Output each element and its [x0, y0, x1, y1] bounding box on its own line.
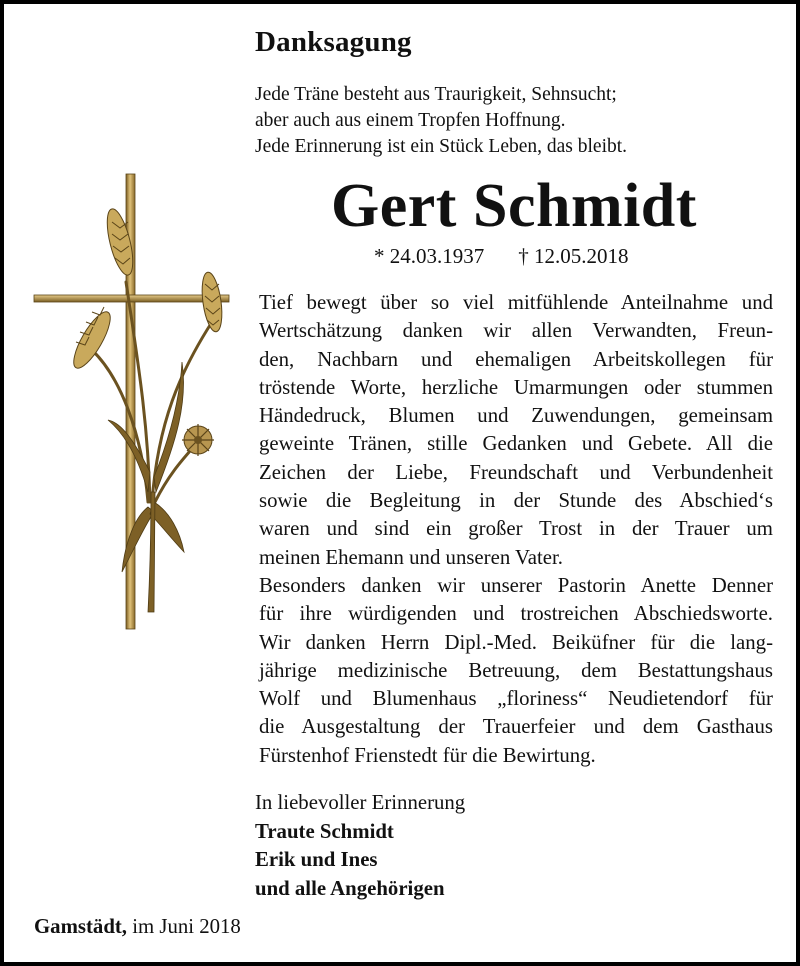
text-line: tröstende Worte, herzliche Umarmungen oder stummen	[259, 375, 773, 399]
text-line: meinen Ehemann und unseren Vater.	[259, 545, 563, 569]
text-line: sowie die Begleitung in der Stunde des Abschied‘s	[259, 489, 773, 513]
poem-line: Jede Träne besteht aus Traurigkeit, Sehnsucht;	[255, 84, 617, 105]
poem-line: aber auch aus einem Tropfen Hoffnung.	[255, 110, 566, 131]
text-line: Fürstenhof Frienstedt für die Bewirtung.	[259, 743, 596, 767]
poem-line: Jede Erinnerung ist ein Stück Leben, das bleibt.	[255, 136, 628, 157]
place-name: Gamstädt,	[34, 915, 128, 938]
deceased-name: Gert Schmidt	[331, 172, 697, 240]
text-line: waren und sind ein großer Trost in der Trauer um	[259, 517, 773, 541]
signatory: und alle Angehörigen	[255, 876, 445, 900]
text-line: Wir danken Herrn Dipl.-Med. Beiküfner für die lang-	[259, 630, 773, 654]
birth-date: * 24.03.1937	[374, 244, 485, 268]
text-line: Tief bewegt über so viel mitfühlende Anteilnahme und	[259, 291, 773, 314]
text-line: Besonders danken wir unserer Pastorin Anette Denner	[259, 573, 773, 597]
text-line: geweinte Tränen, stille Gedanken und Gebete. All die	[259, 432, 773, 456]
closing-intro: In liebevoller Erinnerung	[255, 791, 466, 814]
signatory: Traute Schmidt	[255, 819, 394, 843]
text-line: Zeichen der Liebe, Freundschaft und Verbundenheit	[259, 460, 773, 484]
heading: Danksagung	[255, 26, 412, 58]
thank-you-text	[259, 289, 773, 770]
text-line: Wertschätzung danken wir allen Verwandten, Freun-	[259, 319, 773, 343]
life-dates	[374, 244, 629, 269]
date-text: im Juni 2018	[132, 915, 241, 938]
text-line: die Ausgestaltung der Trauerfeier und dem Gasthaus	[259, 715, 773, 739]
death-date: † 12.05.2018	[518, 244, 629, 268]
text-line: Händedruck, Blumen und Zuwendungen, gemeinsam	[259, 404, 773, 428]
place-and-date	[34, 915, 241, 939]
closing-signature	[255, 789, 465, 903]
text-line: Wolf und Blumenhaus „floriness“ Neudietendorf für	[259, 687, 773, 711]
cross-with-wheat-icon	[30, 172, 240, 632]
text-line: den, Nachbarn und ehemaligen Arbeitskollegen für	[259, 347, 773, 371]
poem	[255, 82, 627, 160]
text-line: jährige medizinische Betreuung, dem Bestattungshaus	[259, 658, 773, 682]
text-line: für ihre würdigenden und trostreichen Abschiedsworte.	[259, 602, 773, 626]
signatory: Erik und Ines	[255, 848, 378, 871]
